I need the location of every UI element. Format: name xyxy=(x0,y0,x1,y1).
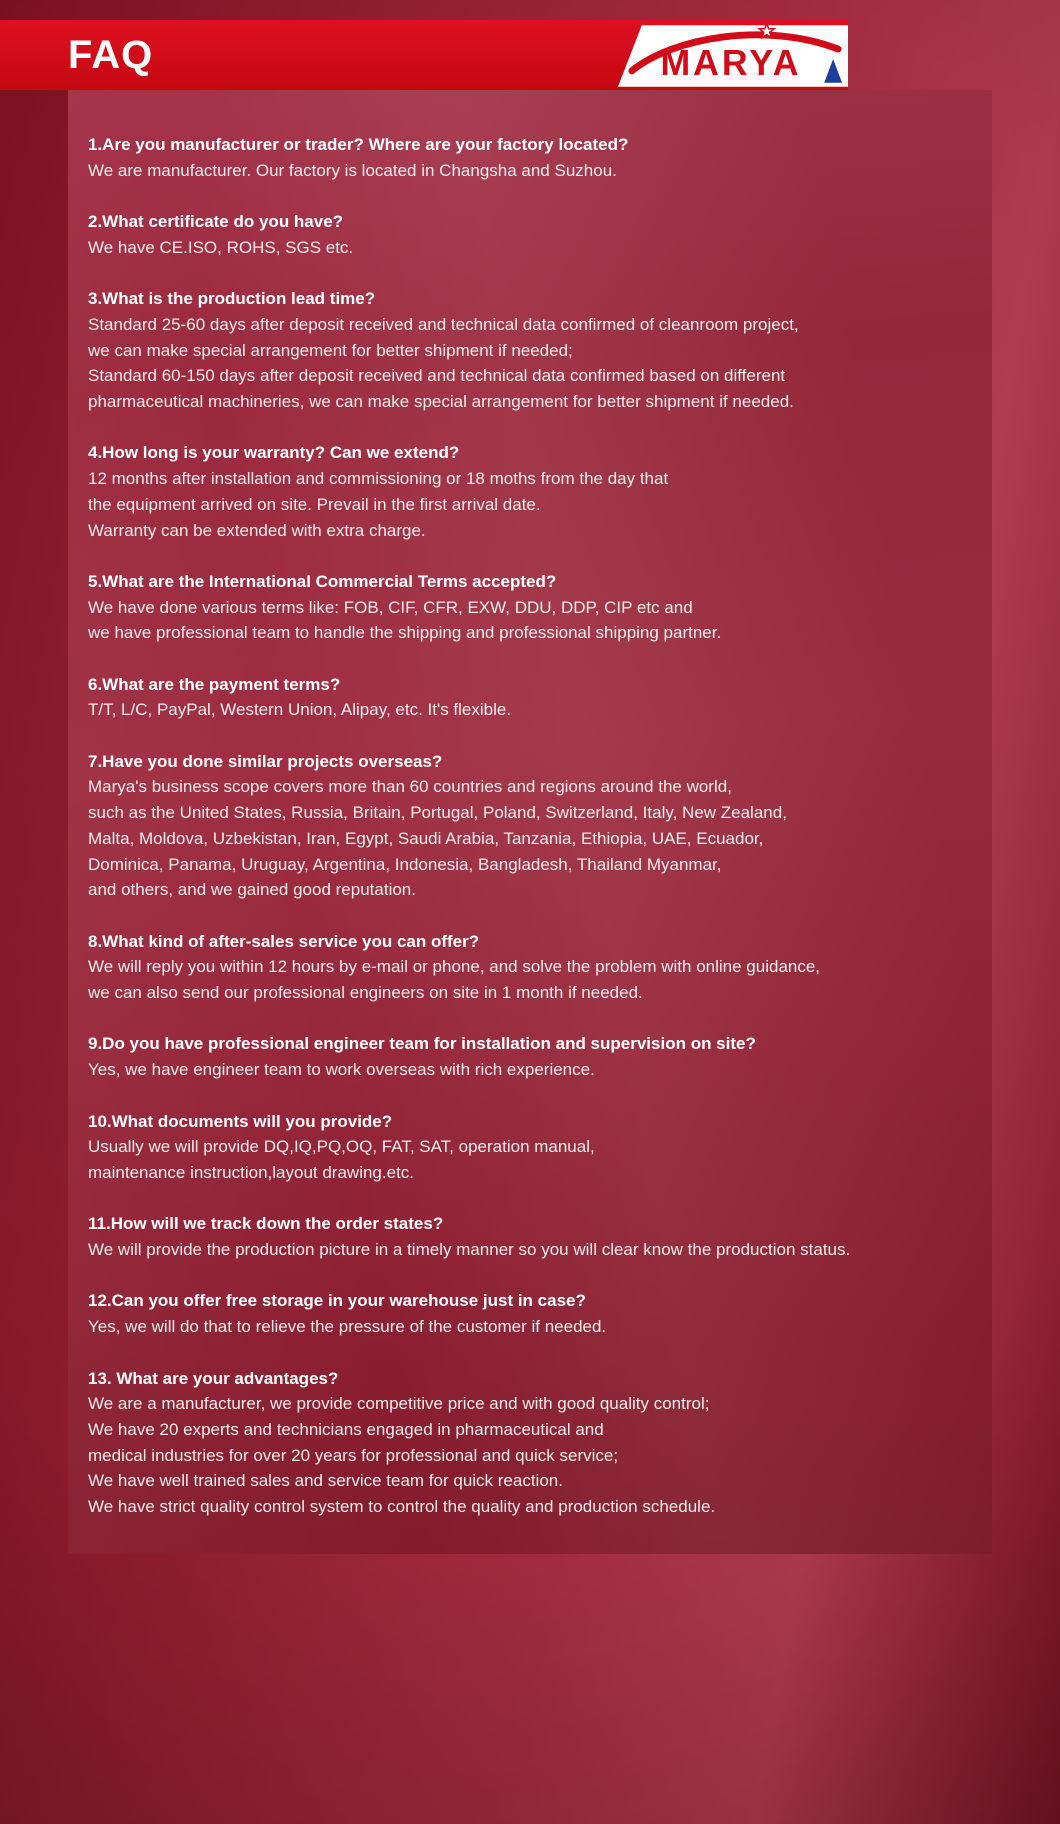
faq-answer-line: Standard 60-150 days after deposit received and technical data confirmed based on different xyxy=(88,366,786,386)
faq-answers xyxy=(88,158,976,184)
faq-answer-line: Warranty can be extended with extra charge. xyxy=(88,520,426,540)
faq-item xyxy=(88,672,976,723)
faq-item xyxy=(88,1211,976,1262)
faq-item xyxy=(88,749,976,903)
faq-answer-line: we can make special arrangement for better shipment if needed; xyxy=(88,340,573,360)
faq-answers xyxy=(88,697,976,723)
faq-item xyxy=(88,1031,976,1082)
faq-answers xyxy=(88,595,976,646)
faq-item xyxy=(88,286,976,415)
faq-answers xyxy=(88,466,976,543)
faq-answer-line: 12 months after installation and commissioning or 18 moths from the day that xyxy=(88,469,669,489)
faq-answers xyxy=(88,1057,976,1083)
faq-item xyxy=(88,132,976,183)
faq-question: 5.What are the International Commercial Terms accepted? xyxy=(88,571,557,591)
faq-answer-line: Malta, Moldova, Uzbekistan, Iran, Egypt, Saudi Arabia, Tanzania, Ethiopia, UAE, Ecuador, xyxy=(88,828,764,848)
faq-list xyxy=(88,132,976,1520)
faq-answer-line: medical industries for over 20 years for professional and quick service; xyxy=(88,1445,619,1465)
faq-answer-line: maintenance instruction,layout drawing.etc. xyxy=(88,1162,415,1182)
faq-question: 1.Are you manufacturer or trader? Where are your factory located? xyxy=(88,135,629,154)
faq-answer-line: we have professional team to handle the shipping and professional shipping partner. xyxy=(88,623,722,643)
faq-answers xyxy=(88,235,976,261)
faq-answer-line: Yes, we will do that to relieve the pressure of the customer if needed. xyxy=(88,1317,607,1337)
faq-item xyxy=(88,569,976,646)
faq-answers xyxy=(88,1237,976,1263)
faq-answers xyxy=(88,774,976,903)
faq-item xyxy=(88,440,976,543)
faq-panel xyxy=(68,90,992,1554)
faq-answers xyxy=(88,954,976,1005)
faq-question: 3.What is the production lead time? xyxy=(88,289,376,309)
faq-question: 7.Have you done similar projects overseas? xyxy=(88,751,443,771)
faq-answer-line: Usually we will provide DQ,IQ,PQ,OQ, FAT, SAT, operation manual, xyxy=(88,1137,595,1157)
faq-answer-line: the equipment arrived on site. Prevail in the first arrival date. xyxy=(88,494,541,514)
faq-question: 11.How will we track down the order states? xyxy=(88,1214,444,1234)
faq-item xyxy=(88,1288,976,1339)
faq-answer-line: Standard 25-60 days after deposit received and technical data confirmed of cleanroom project, xyxy=(88,314,799,334)
faq-answer-line: We will reply you within 12 hours by e-mail or phone, and solve the problem with online guidance, xyxy=(88,957,821,977)
faq-answer-line: We have done various terms like: FOB, CIF, CFR, EXW, DDU, DDP, CIP etc and xyxy=(88,597,693,617)
faq-item xyxy=(88,1109,976,1186)
faq-question: 10.What documents will you provide? xyxy=(88,1111,393,1131)
faq-question: 2.What certificate do you have? xyxy=(88,212,344,232)
faq-item xyxy=(88,929,976,1006)
faq-answer-line: We have well trained sales and service team for quick reaction. xyxy=(88,1471,563,1491)
faq-answers xyxy=(88,1134,976,1185)
faq-question: 8.What kind of after-sales service you can offer? xyxy=(88,931,480,951)
faq-answer-line: We have 20 experts and technicians engaged in pharmaceutical and xyxy=(88,1419,604,1439)
faq-answers xyxy=(88,1314,976,1340)
faq-answer-line: We are manufacturer. Our factory is located in Changsha and Suzhou. xyxy=(88,160,617,180)
faq-question: 13. What are your advantages? xyxy=(88,1368,339,1388)
faq-item xyxy=(88,209,976,260)
faq-answer-line: Dominica, Panama, Uruguay, Argentina, Indonesia, Bangladesh, Thailand Myanmar, xyxy=(88,854,722,874)
faq-answer-line: and others, and we gained good reputation. xyxy=(88,880,416,900)
marya-logo xyxy=(618,25,848,87)
faq-answer-line: Marya's business scope covers more than 60 countries and regions around the world, xyxy=(88,777,732,797)
faq-answer-line: T/T, L/C, PayPal, Western Union, Alipay, etc. It's flexible. xyxy=(88,700,512,720)
faq-question: 12.Can you offer free storage in your warehouse just in case? xyxy=(88,1291,586,1311)
marya-logo-graphic xyxy=(618,25,848,87)
faq-answer-line: We will provide the production picture in a timely manner so you will clear know the production status. xyxy=(88,1240,851,1260)
faq-item xyxy=(88,1366,976,1520)
faq-answer-line: We are a manufacturer, we provide competitive price and with good quality control; xyxy=(88,1394,710,1414)
faq-answer-line: We have CE.ISO, ROHS, SGS etc. xyxy=(88,237,354,257)
faq-answers xyxy=(88,1391,976,1520)
header xyxy=(0,20,848,90)
faq-question: 4.How long is your warranty? Can we extend? xyxy=(88,443,460,463)
faq-question: 6.What are the payment terms? xyxy=(88,674,341,694)
faq-answer-line: we can also send our professional engineers on site in 1 month if needed. xyxy=(88,983,643,1003)
faq-answer-line: such as the United States, Russia, Britain, Portugal, Poland, Switzerland, Italy, New Zealand, xyxy=(88,803,787,823)
faq-answer-line: We have strict quality control system to control the quality and production schedule. xyxy=(88,1497,716,1517)
page-title: FAQ xyxy=(68,33,154,77)
faq-answer-line: Yes, we have engineer team to work overseas with rich experience. xyxy=(88,1060,595,1080)
faq-answer-line: pharmaceutical machineries, we can make special arrangement for better shipment if needed. xyxy=(88,392,794,411)
faq-question: 9.Do you have professional engineer team for installation and supervision on site? xyxy=(88,1034,756,1054)
faq-answers xyxy=(88,312,976,415)
logo-brand-text: MARYA xyxy=(660,42,802,83)
